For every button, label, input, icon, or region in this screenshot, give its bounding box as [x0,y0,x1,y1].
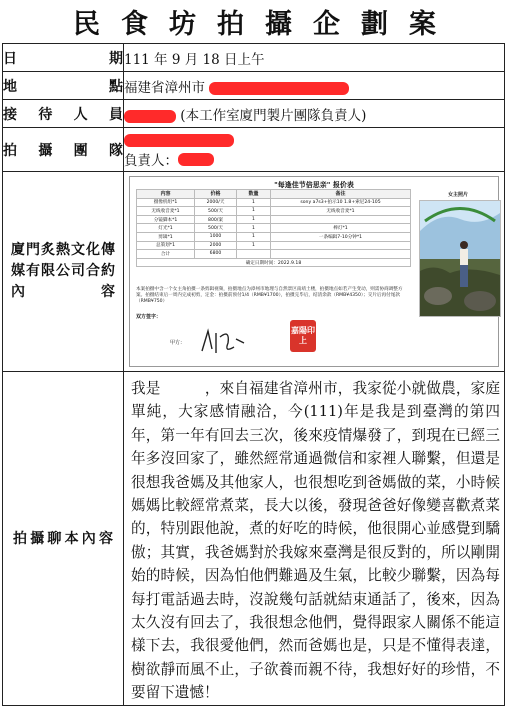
contract-note: 本案拍摄中含一个女主角拍摄一条剪辑视频，拍摄地点为漳州市地理与自然景区南靖土楼，拍摄地点如若产生变动，则需协商调整方案。拍摄结束后一周内完成初剪，定金：拍摄前预付1/4（RMB¥1700），拍摄完毕后，结清余款（RMB¥4350）；交片后再付尾款（RMB¥750） [136,287,403,304]
quote-cell: 分镜脚本*1 [137,215,195,224]
value-host-cell [124,100,505,128]
label-contract: 廈門炙熱文化傳媒有限公司合約內容 [3,172,124,372]
story-text [124,372,504,705]
quote-cell [271,215,411,224]
label-crew: 拍攝團隊 [3,128,124,172]
quote-cell [271,241,411,250]
quote-row [137,215,411,224]
actress-photo [419,200,501,317]
quote-date: 确定日期时间：2022.9.18 [137,258,411,267]
quote-cell [237,250,271,259]
quote-cell: 1000 [195,232,237,241]
value-location: 福建省漳州市 [124,79,205,96]
quote-cell: 价格 [195,190,237,199]
quote-cell [271,250,411,259]
photo-label: 女主照片 [447,192,468,198]
quote-cell: 总策划*1 [137,241,195,250]
value-crew-cell [124,128,505,172]
row-location [3,72,505,100]
row-contract [3,172,505,372]
quote-cell: 灯光*1 [137,224,195,233]
quote-cell: 500/天 [195,224,237,233]
quote-cell: 1 [237,198,271,207]
crew-line-2 [124,150,504,169]
quote-row [137,250,411,259]
quote-cell: 6800 [195,250,237,259]
quote-cell: 备注 [271,190,411,199]
company-seal: 嘉陽印上 [290,320,316,352]
quote-cell: 2000 [195,241,237,250]
quote-cell: 摄像机组*1 [137,198,195,207]
row-story [3,372,505,706]
label-host: 接待人員 [3,100,124,128]
quote-cell: 1 [237,215,271,224]
quote-cell: sony a7s3+拍示10 1.8+索尼24-105 [271,198,411,207]
quote-date-row [137,258,411,267]
label-location: 地 點 [3,72,124,100]
quote-title: "每逢佳节倍思亲" 报价表 [274,181,354,189]
quote-cell: 1 [237,207,271,216]
quote-cell: 数量 [237,190,271,199]
row-date [3,44,505,72]
quote-row [137,232,411,241]
quote-header-row [137,190,411,199]
quote-cell: 800/案 [195,215,237,224]
quote-cell: 2000/天 [195,198,237,207]
value-host: (本工作室廈門製片團隊負責人) [180,107,367,124]
quote-table [136,189,411,267]
plan-table [2,43,505,706]
quote-cell: 500/天 [195,207,237,216]
quote-cell: 1 [237,224,271,233]
value-date: 111 年 9 月 18 日上午 [124,44,505,72]
quote-cell: 内容 [137,190,195,199]
contract-image [129,176,499,367]
quote-cell: 1 [237,241,271,250]
quote-cell: 棒灯*1 [271,224,411,233]
quote-row [137,241,411,250]
quote-cell: 1 [237,232,271,241]
row-crew [3,128,505,172]
story-paragraph: 我是 ，來自福建省漳州市，我家從小就做農，家庭單純，大家感情融洽，今(111)年是我是到臺灣的第四年，第一年有回去三次，後來疫情爆發了，到現在已經三年多沒回家了，雖然經常通過微信和家裡人聯繫，但還是很想我爸媽及其他家人，也很想吃到爸媽做的菜，小時候媽媽比較經常煮菜，長大以後，發現爸爸好像變喜歡煮菜的，特別跟他說，煮的好吃的時候，他很開心並感覺到驕傲；其實，我爸媽對於我嫁來臺灣是很反對的，所以剛開始的時候，因為怕他們難過及生氣，比較少聯繫，因為每每打電話過去時，沒說幾句話就結束通話了，後來，因為太久沒有回去了，我很想念他們，覺得跟家人關係不能這樣下去，我很愛他們，然而爸媽也是，只是不懂得表達，樹欲靜而風不止，子欲養而親不待，我想好好的珍惜，不要留下遺憾！ [131,380,500,702]
redaction-mark [124,134,234,147]
quote-row [137,224,411,233]
row-host [3,100,505,128]
value-location-cell [124,72,505,100]
quote-cell: 剪辑*1 [137,232,195,241]
quote-row [137,198,411,207]
quote-cell: 无线收音麦*1 [137,207,195,216]
label-story: 拍攝聊本內容 [3,372,124,706]
signature [198,325,248,357]
redaction-mark [178,153,214,166]
title-text: 民食坊拍攝企劃案 [73,8,457,40]
crew-leader-label: 負責人： [124,153,178,169]
redaction-mark [209,82,349,95]
label-date: 日 期 [3,44,124,72]
quote-cell: 无线收音麦*1 [271,207,411,216]
contract-cell [124,172,505,372]
quote-row [137,207,411,216]
party-label: 双方签字： [136,314,162,320]
quote-cell: 合计 [137,250,195,259]
sign-label: 甲方： [170,340,186,346]
document-title [0,0,509,42]
redaction-mark [124,110,176,123]
photo-illustration [420,201,500,316]
story-cell [124,372,505,706]
crew-line-1 [124,131,504,150]
quote-cell: 一条编辑7-10分钟*1 [271,232,411,241]
